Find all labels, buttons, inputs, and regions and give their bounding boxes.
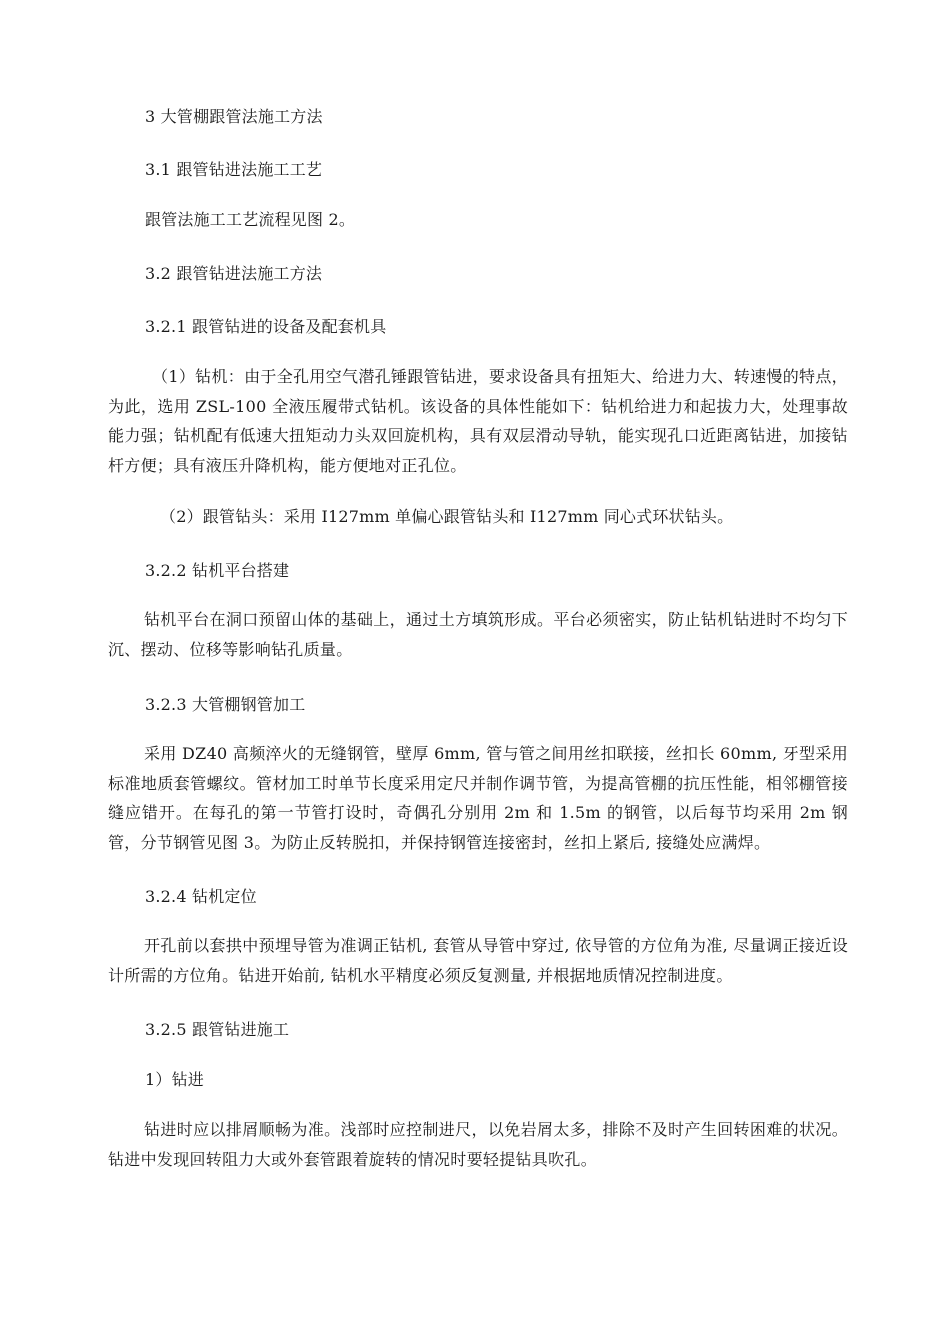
section-heading-3-2-3: 3.2.3 大管棚钢管加工 <box>145 695 306 714</box>
section-heading-3-2: 3.2 跟管钻进法施工方法 <box>145 264 323 283</box>
section-heading-3-2-1: 3.2.1 跟管钻进的设备及配套机具 <box>145 317 387 336</box>
paragraph-drill-bit: （2）跟管钻头：采用 I127mm 单偏心跟管钻头和 I127mm 同心式环状钻头。 <box>160 507 734 526</box>
subheading-drilling: 1）钻进 <box>145 1070 204 1089</box>
paragraph-drilling-advance: 钻进时应以排屑顺畅为准。浅部时应控制进尺，以免岩屑太多，排除不及时产生回转困难的状况。钻进中发现回转阻力大或外套管跟着旋转的情况时要轻提钻具吹孔。 <box>108 1120 848 1169</box>
section-heading-3-2-2: 3.2.2 钻机平台搭建 <box>145 561 290 580</box>
paragraph-process-flow: 跟管法施工工艺流程见图 2。 <box>145 210 356 229</box>
paragraph-rig-platform: 钻机平台在洞口预留山体的基础上，通过土方填筑形成。平台必须密实，防止钻机钻进时不均匀下沉、摆动、位移等影响钻孔质量。 <box>108 610 848 659</box>
section-heading-3-2-4: 3.2.4 钻机定位 <box>145 887 257 906</box>
section-heading-3: 3 大管棚跟管法施工方法 <box>145 107 323 126</box>
section-heading-3-1: 3.1 跟管钻进法施工工艺 <box>145 160 323 179</box>
paragraph-rig-positioning: 开孔前以套拱中预埋导管为准调正钻机, 套管从导管中穿过, 依导管的方位角为准, 尽量调正接近设计所需的方位角。钻进开始前, 钻机水平精度必须反复测量, 并根据地质情况控制进度。 <box>108 936 848 985</box>
paragraph-steel-pipe-processing: 采用 DZ40 高频淬火的无缝钢管，壁厚 6mm, 管与管之间用丝扣联接，丝扣长 60mm, 牙型采用标准地质套管螺纹。管材加工时单节长度采用定尺并制作调节管，为提高管棚的抗压性能，相邻棚管接缝应错开。在每孔的第一节管打设时，奇偶孔分别用 2m 和 1.5m 的钢管，以后每节均采用 2m 钢管，分节钢管见图 3。为防止反转脱扣，并保持钢管连接密封，丝扣上紧后, 接缝处应满焊。 <box>108 744 848 852</box>
section-heading-3-2-5: 3.2.5 跟管钻进施工 <box>145 1020 290 1039</box>
paragraph-drilling-rig: （1）钻机：由于全孔用空气潜孔锤跟管钻进，要求设备具有扭矩大、给进力大、转速慢的特点，为此，选用 ZSL-100 全液压履带式钻机。该设备的具体性能如下：钻机给进力和起拔力大，处理事故能力强；钻机配有低速大扭矩动力头双回旋机构，具有双层滑动导轨，能实现孔口近距离钻进，加接钻杆方便；具有液压升降机构，能方便地对正孔位。 <box>108 367 848 475</box>
